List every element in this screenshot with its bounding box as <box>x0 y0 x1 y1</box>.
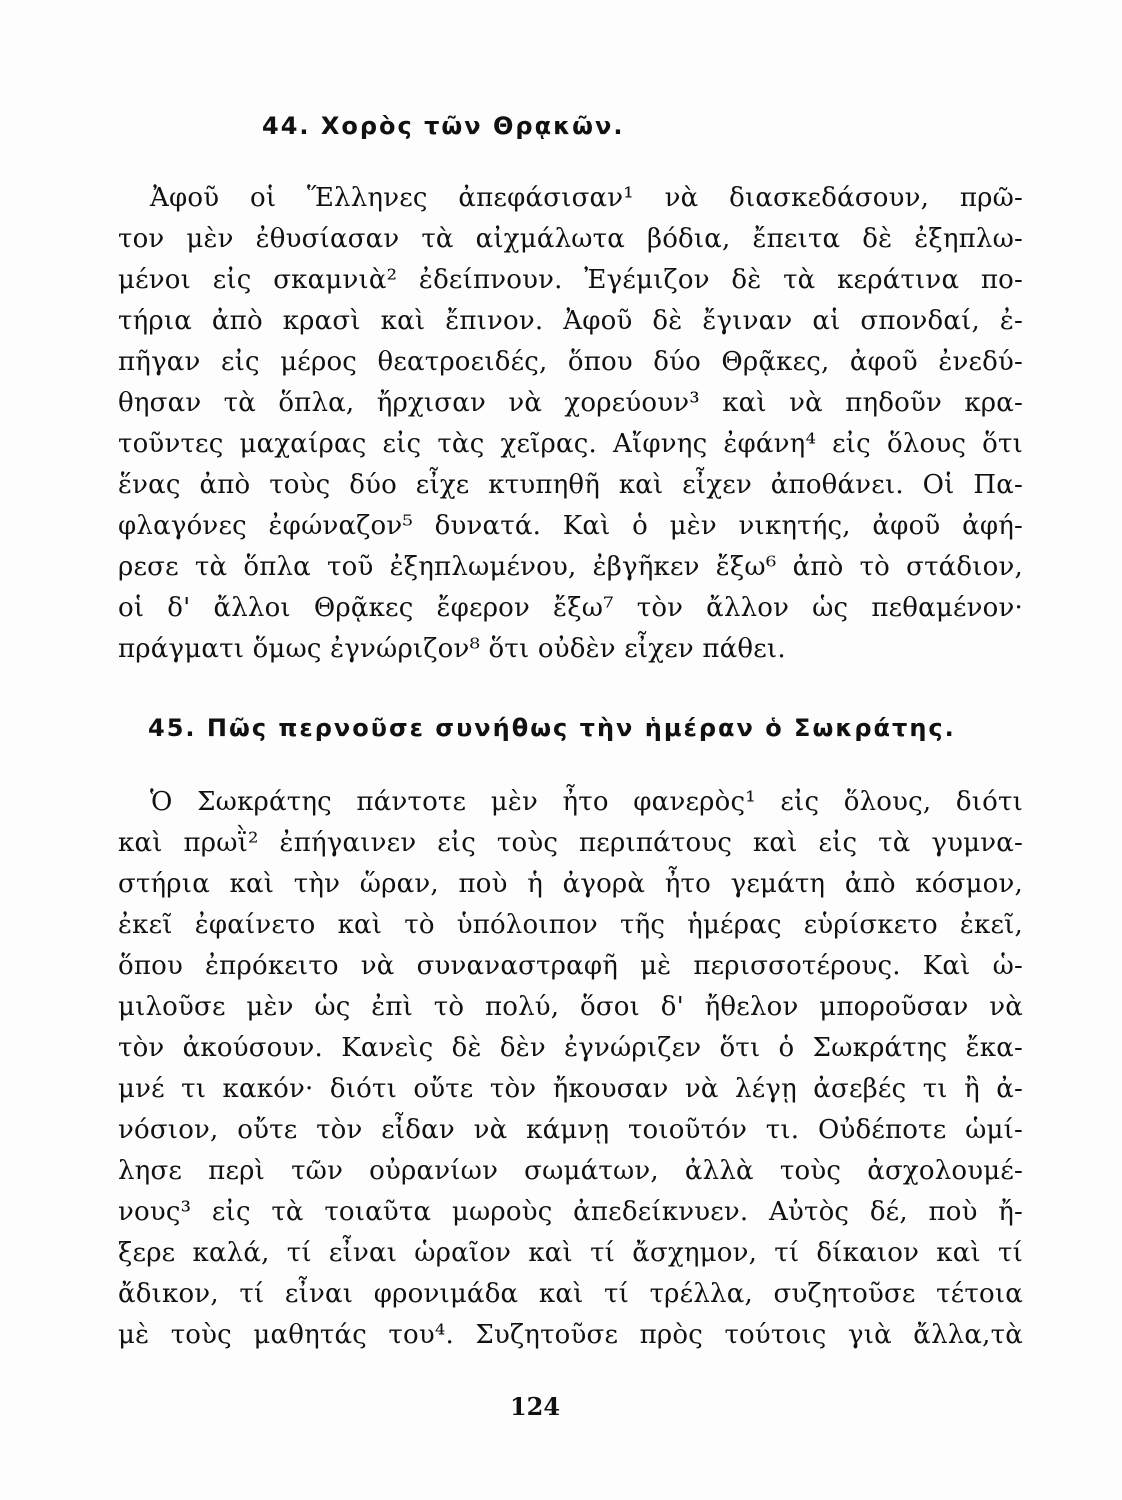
text-line: πῆγαν εἰς μέρος θεατροειδές, ὅπου δύο Θρᾷκες, ἀφοῦ ἐνεδύ- <box>118 347 1023 377</box>
text-line: μνέ τι κακόν· διότι οὔτε τὸν ἤκουσαν νὰ λέγῃ ἀσεβές τι ἢ ἀ- <box>118 1074 1023 1104</box>
text-line: ρεσε τὰ ὅπλα τοῦ ἐξηπλωμένου, ἐβγῆκεν ἔξω⁶ ἀπὸ τὸ στάδιον, <box>118 552 1023 582</box>
text-line: οἱ δ' ἄλλοι Θρᾷκες ἔφερον ἔξω⁷ τὸν ἄλλον ὡς πεθαμένον· <box>118 593 1023 623</box>
text-line: μὲ τοὺς μαθητάς του⁴. Συζητοῦσε πρὸς τούτοις γιὰ ἄλλα,τὰ <box>118 1320 1023 1350</box>
text-line: θησαν τὰ ὅπλα, ἤρχισαν νὰ χορεύουν³ καὶ νὰ πηδοῦν κρα- <box>118 388 1023 418</box>
text-line: πράγματι ὅμως ἐγνώριζον⁸ ὅτι οὐδὲν εἶχεν πάθει. <box>118 634 786 664</box>
text-line: νους³ εἰς τὰ τοιαῦτα μωροὺς ἀπεδείκνυεν. Αὐτὸς δέ, ποὺ ἤ- <box>118 1197 1023 1227</box>
text-line: μένοι εἰς σκαμνιὰ² ἐδείπνουν. Ἐγέμιζον δὲ τὰ κεράτινα πο- <box>118 265 1023 295</box>
text-line: Ἀφοῦ οἱ Ἕλληνες ἀπεφάσισαν¹ νὰ διασκεδάσουν, πρῶ- <box>150 183 1023 213</box>
page-number: 124 <box>509 1392 561 1421</box>
text-line: τήρια ἀπὸ κρασὶ καὶ ἔπινον. Ἀφοῦ δὲ ἔγιναν αἱ σπονδαί, ἐ- <box>118 306 1023 336</box>
text-line: μιλοῦσε μὲν ὡς ἐπὶ τὸ πολύ, ὅσοι δ' ἤθελον μποροῦσαν νὰ <box>118 992 1023 1022</box>
text-line: ὅπου ἐπρόκειτο νὰ συναναστραφῆ μὲ περισσοτέρους. Καὶ ὡ- <box>118 951 1023 981</box>
text-line: στήρια καὶ τὴν ὥραν, ποὺ ἡ ἀγορὰ ἦτο γεμάτη ἀπὸ κόσμον, <box>118 869 1023 899</box>
text-line: ξερε καλά, τί εἶναι ὡραῖον καὶ τί ἄσχημον, τί δίκαιον καὶ τί <box>118 1238 1023 1268</box>
section-44-heading: 44. Χορὸς τῶν Θρᾳκῶν. <box>262 112 625 140</box>
text-line: νόσιον, οὔτε τὸν εἶδαν νὰ κάμνῃ τοιοῦτόν τι. Οὐδέποτε ὡμί- <box>118 1115 1023 1145</box>
text-line: ἐκεῖ ἐφαίνετο καὶ τὸ ὑπόλοιπον τῆς ἡμέρας εὑρίσκετο ἐκεῖ, <box>118 910 1023 940</box>
text-line: ἕνας ἀπὸ τοὺς δύο εἶχε κτυπηθῆ καὶ εἶχεν ἀποθάνει. Οἱ Πα- <box>118 470 1023 500</box>
text-line: ἄδικον, τί εἶναι φρονιμάδα καὶ τί τρέλλα, συζητοῦσε τέτοια <box>118 1279 1023 1309</box>
text-line: φλαγόνες ἐφώναζον⁵ δυνατά. Καὶ ὁ μὲν νικητής, ἀφοῦ ἀφή- <box>118 511 1023 541</box>
section-45-paragraph <box>118 782 1023 1356</box>
text-line: λησε περὶ τῶν οὐρανίων σωμάτων, ἀλλὰ τοὺς ἀσχολουμέ- <box>118 1156 1023 1186</box>
text-line: καὶ πρωῒ² ἐπήγαινεν εἰς τοὺς περιπάτους καὶ εἰς τὰ γυμνα- <box>118 828 1023 858</box>
text-line: τὸν ἀκούσουν. Κανεὶς δὲ δὲν ἐγνώριζεν ὅτι ὁ Σωκράτης ἔκα- <box>118 1033 1023 1063</box>
section-44-paragraph <box>118 178 1023 670</box>
text-line: τοῦντες μαχαίρας εἰς τὰς χεῖρας. Αἴφνης ἐφάνη⁴ εἰς ὅλους ὅτι <box>118 429 1023 459</box>
section-45-heading: 45. Πῶς περνοῦσε συνήθως τὴν ἡμέραν ὁ Σωκράτης. <box>148 714 956 742</box>
text-line: τον μὲν ἐθυσίασαν τὰ αἰχμάλωτα βόδια, ἔπειτα δὲ ἐξηπλω- <box>118 224 1023 254</box>
text-line: Ὁ Σωκράτης πάντοτε μὲν ἦτο φανερὸς¹ εἰς ὅλους, διότι <box>150 787 1023 817</box>
